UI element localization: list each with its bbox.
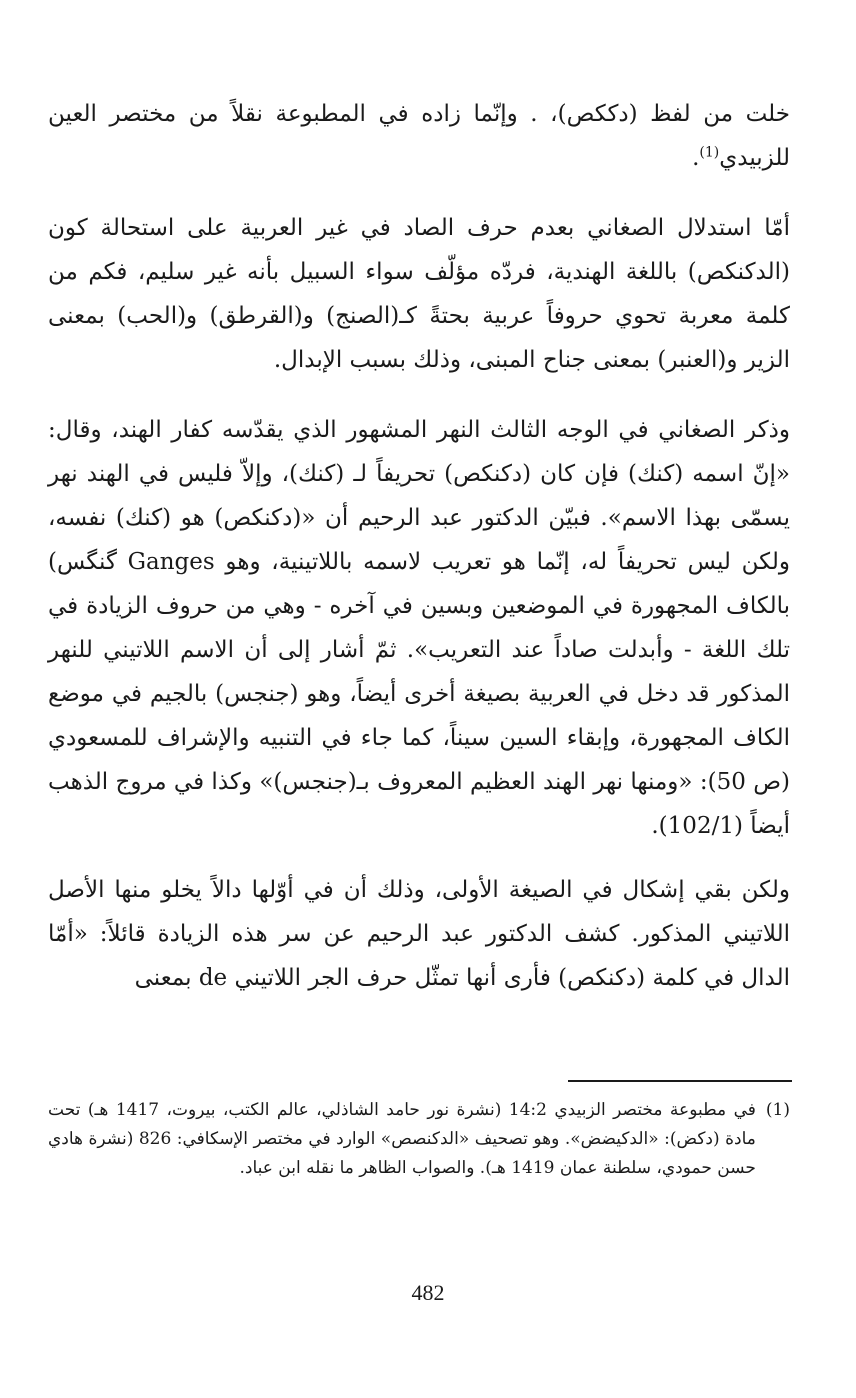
paragraph-4: ولكن بقي إشكال في الصيغة الأولى، وذلك أن في أوّلها دالاً يخلو منها الأصل اللاتيني المذكور. كشف الدكتور عبد الرحيم عن سر هذه الزيادة قائلاً: «أمّا الدال في كلمة (دكنكص) فأرى أنها تمثّل حرف الجر اللاتيني de بمعنى <box>48 877 790 991</box>
page-body <box>48 92 790 1000</box>
footnote-divider <box>568 1080 792 1082</box>
footnote-number: (1) <box>765 1100 790 1120</box>
paragraph-1-text: خلت من لفظ (دككص)، . وإنّما زاده في المطبوعة نقلاً من مختصر العين للزبيدي <box>48 101 790 171</box>
paragraph-3: وذكر الصغاني في الوجه الثالث النهر المشهور الذي يقدّسه كفار الهند، وقال: «إنّ اسمه (كنك) فإن كان (دكنكص) تحريفاً لـ (كنك)، وإلاّ فليس في الهند نهر يسمّى بهذا الاسم». فبيّن الدكتور عبد الرحيم أن «(دكنكص) هو (كنك) نفسه، ولكن ليس تحريفاً له، إنّما هو تعريب لاسمه باللاتينية، وهو Ganges گنگس) بالكاف المجهورة في الموضعين وبسين في آخره - وهي من حروف الزيادة في تلك اللغة - وأبدلت صاداً عند التعريب». ثمّ أشار إلى أن الاسم اللاتيني للنهر المذكور قد دخل في العربية بصيغة أخرى أيضاً، وهو (جنجس) بالجيم في موضع الكاف المجهورة، وإبقاء السين سيناً، كما جاء في التنبيه والإشراف للمسعودي (ص 50): «ومنها نهر الهند العظيم المعروف بـ(جنجس)» وكذا في مروج الذهب أيضاً (102/1). <box>48 417 791 839</box>
footnote-1 <box>48 1096 790 1183</box>
paragraph-1-tail: . <box>692 145 700 171</box>
footnote-reference: (1) <box>699 144 720 161</box>
page-number: 482 <box>411 1280 445 1305</box>
paragraph-2: أمّا استدلال الصغاني بعدم حرف الصاد في غير العربية على استحالة كون (الدكنكص) باللغة الهندية، فردّه مؤلّف سواء السبيل بأنه غير سليم، فكم من كلمة معربة تحوي حروفاً عربية بحتةً كـ(الصنج) و(القرطق) و(الحب) بمعنى الزير و(العنبر) بمعنى جناح المبنى، وذلك بسبب الإبدال. <box>48 215 790 373</box>
footnote-text: في مطبوعة مختصر الزبيدي 14:2 (نشرة نور حامد الشاذلي، عالم الكتب، بيروت، 1417 هـ) تحت مادة (دكض): «الدكيضض». وهو تصحيف «الدكنصص» الوارد في مختصر الإسكافي: 826 (نشرة هادي حسن حمودي، سلطنة عمان 1419 هـ). والصواب الظاهر ما نقله ابن عباد. <box>48 1100 756 1178</box>
paragraph-1 <box>48 92 790 180</box>
